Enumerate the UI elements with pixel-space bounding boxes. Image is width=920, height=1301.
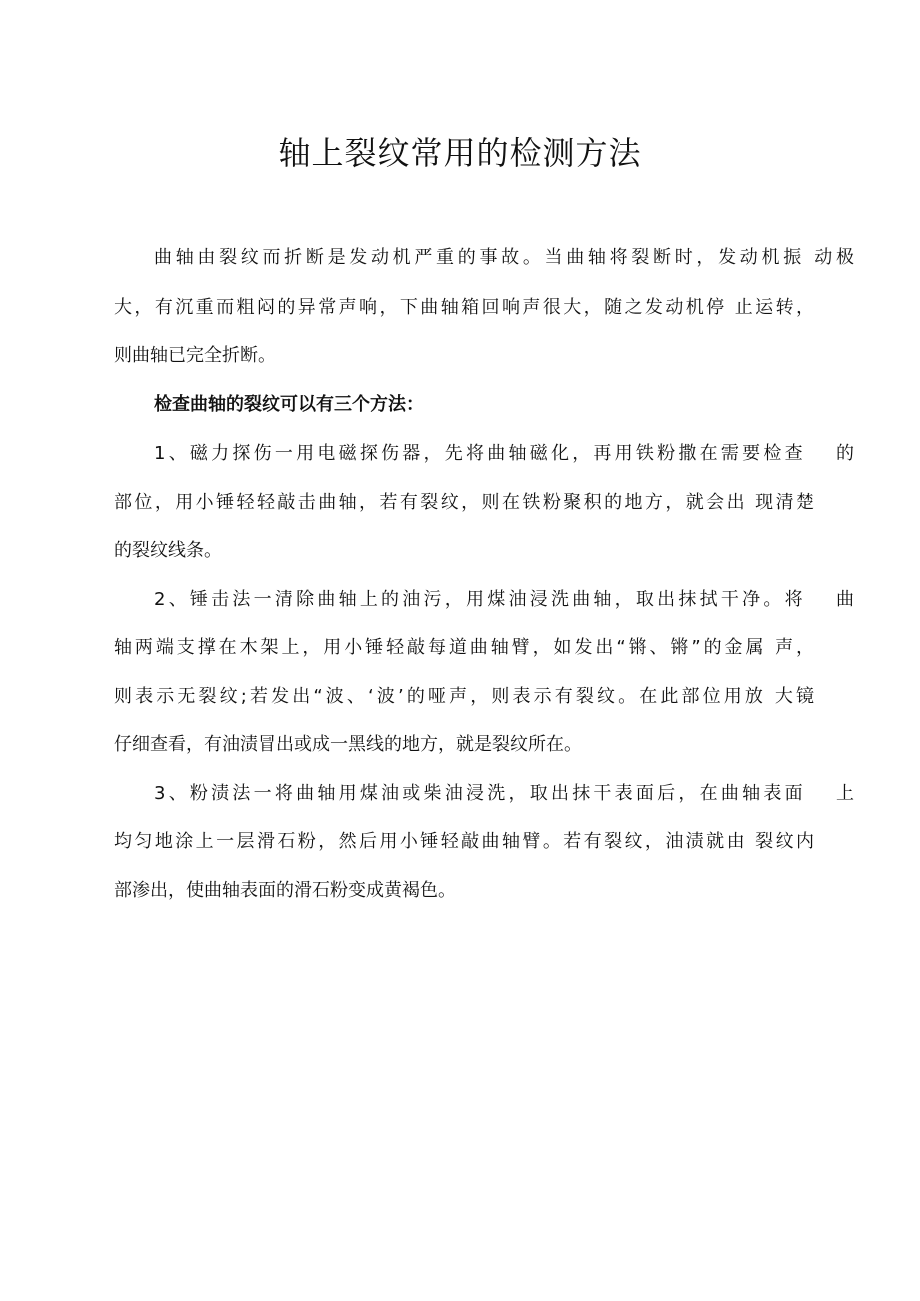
method1-line-1: 1、磁力探伤一用电磁探伤器，先将曲轴磁化，再用铁粉撒在需要检查 的	[154, 443, 854, 464]
method1-line-2: 部位，用小锤轻轻敲击曲轴，若有裂纹，则在铁粉聚积的地方，就会出 现清楚	[114, 492, 814, 513]
method3-line-2: 均匀地涂上一层滑石粉，然后用小锤轻敲曲轴臂。若有裂纹，油渍就由 裂纹内	[114, 831, 814, 852]
method1-line-3: 的裂纹线条。	[114, 540, 222, 561]
intro-line-2: 大，有沉重而粗闷的异常声响，下曲轴箱回响声很大，随之发动机停 止运转，	[114, 297, 814, 318]
intro-line-3: 则曲轴已完全折断。	[114, 345, 276, 366]
intro-line-1: 曲轴由裂纹而折断是发动机严重的事故。当曲轴将裂断时，发动机振 动极	[154, 247, 854, 268]
method2-line-4: 仔细查看，有油渍冒出或成一黑线的地方，就是裂纹所在。	[114, 734, 582, 755]
method2-line-2: 轴两端支撑在木架上，用小锤轻敲每道曲轴臂，如发出“锵、锵”的金属 声，	[114, 637, 814, 658]
method2-line-3: 则表示无裂纹;若发出“波、‘波’的哑声，则表示有裂纹。在此部位用放 大镜	[114, 686, 814, 707]
methods-heading: 检查曲轴的裂纹可以有三个方法：	[154, 394, 424, 415]
method3-line-1: 3、粉渍法一将曲轴用煤油或柴油浸洗，取出抹干表面后，在曲轴表面 上	[154, 783, 854, 804]
document-title: 轴上裂纹常用的检测方法	[278, 134, 642, 172]
method3-line-3: 部渗出，使曲轴表面的滑石粉变成黄褐色。	[114, 880, 456, 901]
method2-line-1: 2、锤击法一清除曲轴上的油污，用煤油浸洗曲轴，取出抹拭干净。将 曲	[154, 589, 854, 610]
